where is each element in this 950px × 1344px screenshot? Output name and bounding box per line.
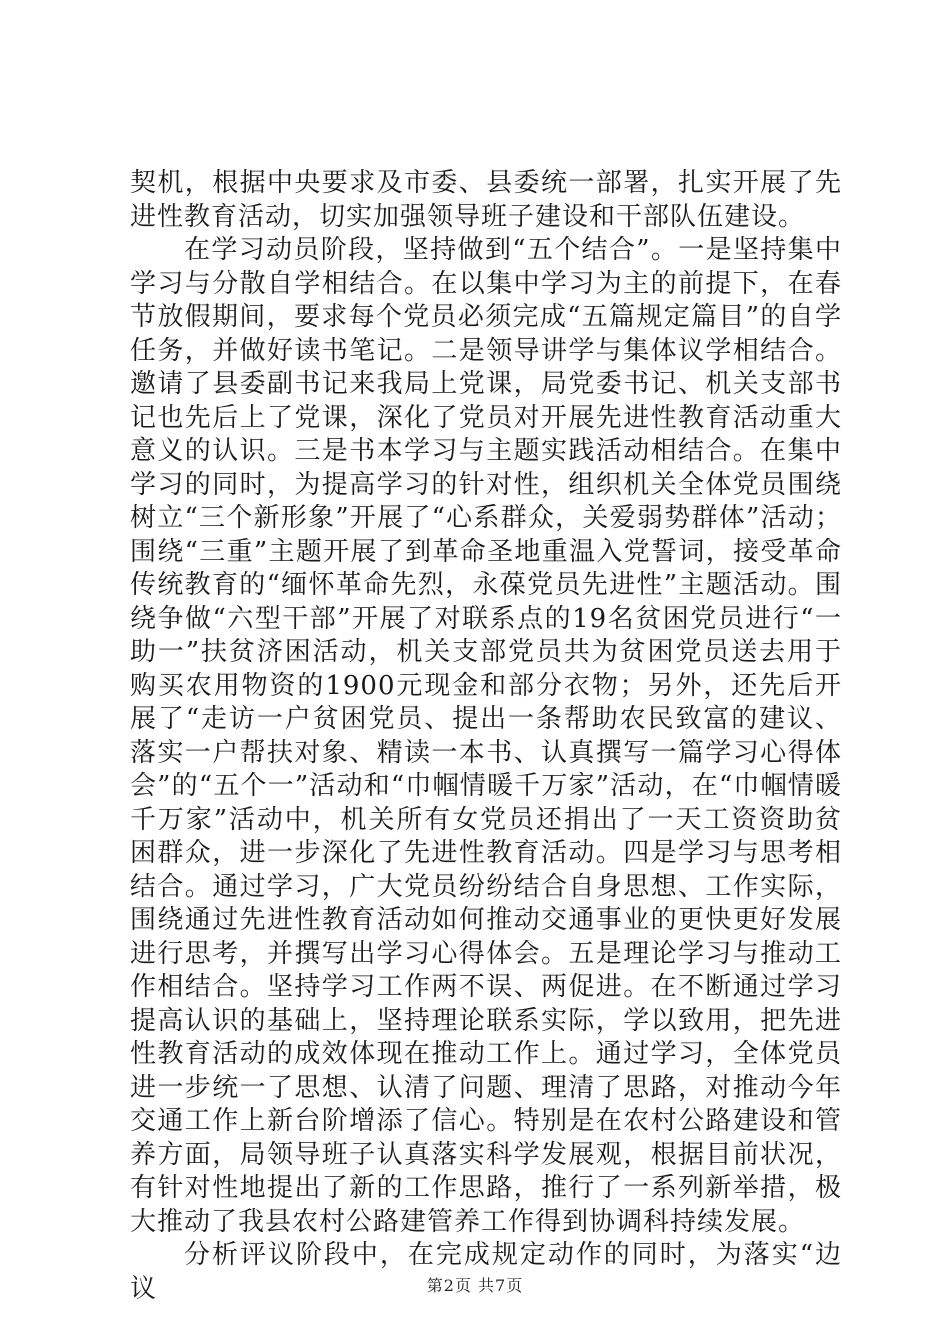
- paragraph-1: 契机，根据中央要求及市委、县委统一部署，扎实开展了先进性教育活动，切实加强领导班子建设和干部队伍建设。: [130, 168, 842, 232]
- paragraph-3: 分析评议阶段中，在完成规定动作的同时，为落实“边议: [130, 1240, 842, 1304]
- paragraph-2: 在学习动员阶段，坚持做到“五个结合”。一是坚持集中学习与分散自学相结合。在以集中学习为主的前提下，在春节放假期间，要求每个党员必须完成“五篇规定篇目”的自学任务，并做好读书笔记。二是领导讲学与集体议学相结合。邀请了县委副书记来我局上党课，局党委书记、机关支部书记也先后上了党课，深化了党员对开展先进性教育活动重大意义的认识。三是书本学习与主题实践活动相结合。在集中学习的同时，为提高学习的针对性，组织机关全体党员围绕树立“三个新形象”开展了“心系群众，关爱弱势群体”活动；围绕“三重”主题开展了到革命圣地重温入党誓词，接受革命传统教育的“缅怀革命先烈，永葆党员先进性”主题活动。围绕争做“六型干部”开展了对联系点的19名贫困党员进行“一助一”扶贫济困活动，机关支部党员共为贫困党员送去用于购买农用物资的1900元现金和部分衣物；另外，还先后开展了“走访一户贫困党员、提出一条帮助农民致富的建议、落实一户帮扶对象、精读一本书、认真撰写一篇学习心得体会”的“五个一”活动和“巾帼情暖千万家”活动，在“巾帼情暖千万家”活动中，机关所有女党员还捐出了一天工资资助贫困群众，进一步深化了先进性教育活动。四是学习与思考相结合。通过学习，广大党员纷纷结合自身思想、工作实际，围绕通过先进性教育活动如何推动交通事业的更快更好发展进行思考，并撰写出学习心得体会。五是理论学习与推动工作相结合。坚持学习工作两不误、两促进。在不断通过学习提高认识的基础上，坚持理论联系实际，学以致用，把先进性教育活动的成效体现在推动工作上。通过学习，全体党员进一步统一了思想、认清了问题、理清了思路，对推动今年交通工作上新台阶增添了信心。特别是在农村公路建设和管养方面，局领导班子认真落实科学发展观，根据目前状况，有针对性地提出了新的工作思路，推行了一系列新举措，极大推动了我县农村公路建管养工作得到协调科持续发展。: [130, 235, 842, 1237]
- document-body: [130, 167, 842, 1306]
- page-number-footer: 第2页 共7页: [426, 1276, 524, 1295]
